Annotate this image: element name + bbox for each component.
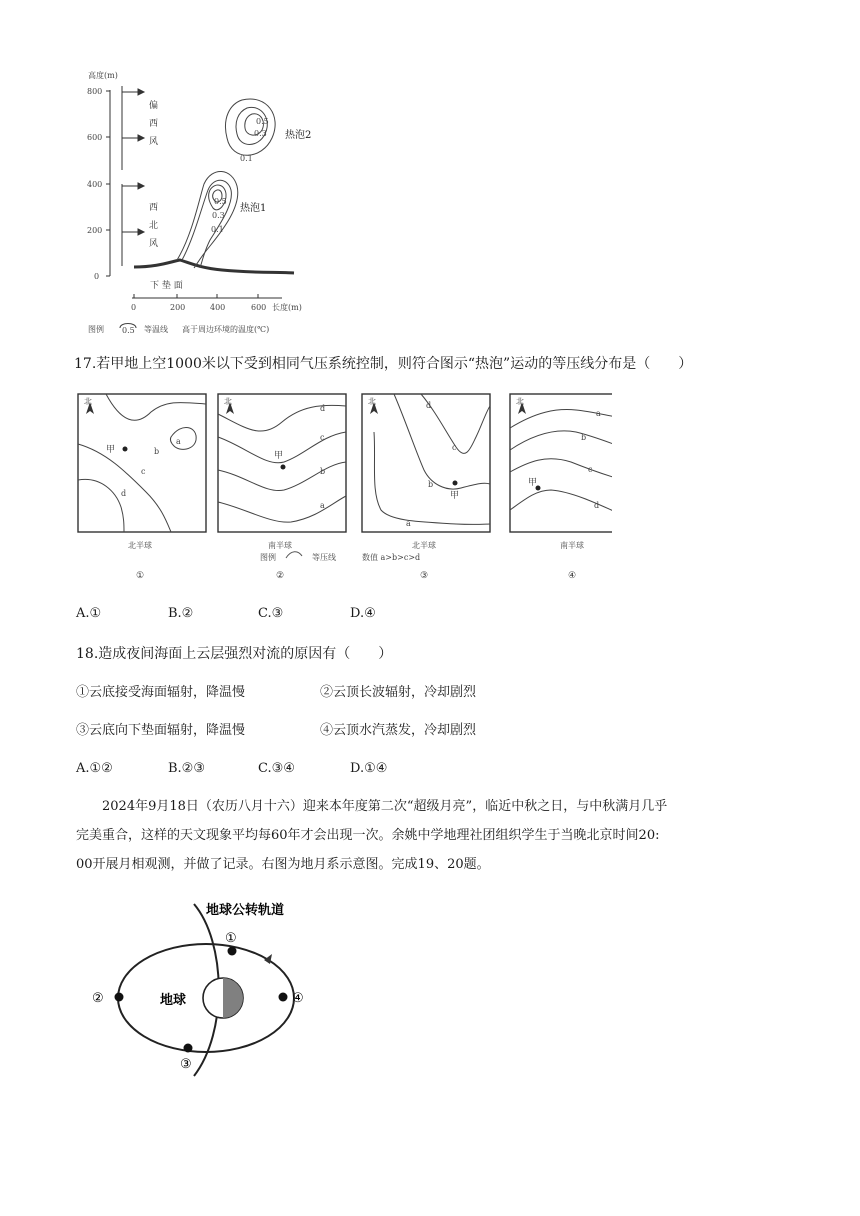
passage-line-1: 2024年9月18日（农历八月十六）迎来本年度第二次“超级月亮”，临近中秋之日，与中秋满月几乎 — [102, 799, 668, 814]
moon-position-3 — [184, 1044, 193, 1053]
y-tick: 0 — [94, 272, 100, 281]
isobar-label: d — [320, 404, 326, 413]
bubble1-label: 热泡1 — [240, 203, 267, 214]
q18-item-3: ③云底向下垫面辐射，降温慢 — [76, 723, 246, 738]
position-label-1: ① — [225, 931, 237, 946]
isobar-label: a — [596, 409, 601, 418]
q17-option-b[interactable]: B.② — [168, 606, 194, 621]
panel-number: ② — [276, 571, 285, 581]
y-tick: 200 — [87, 226, 103, 235]
isobar-label: a — [176, 437, 181, 446]
iso-label: 0.3 — [212, 211, 225, 220]
wind-upper-char: 风 — [149, 137, 159, 147]
isobar-label: d — [594, 501, 600, 510]
legend-iso-value: 0.5 — [122, 326, 135, 335]
point-jia: 甲 — [106, 445, 116, 455]
isobar-label: c — [141, 467, 146, 476]
y-tick: 800 — [87, 87, 103, 96]
isobar-label: b — [428, 480, 434, 489]
isobar-label: d — [426, 401, 432, 410]
hemisphere-label: 南半球 — [268, 541, 292, 550]
bubble2-label: 热泡2 — [285, 130, 312, 141]
q18-item-1: ①云底接受海面辐射，降温慢 — [76, 685, 246, 700]
position-label-4: ④ — [292, 991, 304, 1006]
q18-option-a[interactable]: A.①② — [76, 761, 113, 776]
x-axis-label: 长度(m) — [272, 303, 302, 312]
panel-north: 北 — [516, 397, 524, 406]
q17-text: 17.若甲地上空1000米以下受到相同气压系统控制，则符合图示“热泡”运动的等压线分布是（ ） — [74, 356, 693, 372]
panel-north: 北 — [84, 397, 92, 406]
earth-moon-figure — [86, 892, 326, 1082]
passage-line-3: 00开展月相观测，并做了记录。右图为地月系示意图。完成19、20题。 — [76, 857, 490, 872]
position-label-2: ② — [92, 991, 104, 1006]
q18-item-2: ②云顶长波辐射，冷却剧烈 — [320, 685, 477, 700]
x-tick: 600 — [251, 303, 267, 312]
hemisphere-label: 北半球 — [412, 541, 436, 550]
isobar-label: b — [154, 447, 160, 456]
iso-label: 0.5 — [214, 197, 227, 206]
legend-iso-name: 等温线 — [144, 325, 168, 334]
moon-position-1 — [228, 947, 237, 956]
legend-desc: 高于周边环境的温度(℃) — [182, 325, 270, 334]
isobar-label: c — [320, 433, 325, 442]
y-axis-label: 高度(m) — [88, 71, 118, 80]
panel-3-frame — [362, 394, 490, 532]
point-jia: 甲 — [528, 478, 538, 488]
surface-label: 下 垫 面 — [150, 281, 183, 291]
hemisphere-label: 北半球 — [128, 541, 152, 550]
y-tick: 400 — [87, 180, 103, 189]
isobar-label: b — [581, 433, 587, 442]
wind-lower-char: 北 — [149, 221, 159, 231]
panel-north: 北 — [368, 397, 376, 406]
panel-1-frame — [78, 394, 206, 532]
wind-lower-char: 西 — [149, 203, 159, 213]
y-tick: 600 — [87, 133, 103, 142]
point-jia: 甲 — [450, 491, 460, 501]
wind-lower-char: 风 — [149, 239, 159, 249]
q18-item-4: ④云顶水汽蒸发，冷却剧烈 — [320, 723, 477, 738]
panel-2-frame — [218, 394, 346, 532]
isobar-label: d — [121, 489, 127, 498]
bubble2-isotherms — [225, 99, 275, 155]
q18-text: 18.造成夜间海面上云层强烈对流的原因有（ ） — [76, 646, 393, 662]
thermal-bubble-figure — [82, 66, 332, 338]
orbit-title: 地球公转轨道 — [206, 903, 285, 918]
hemisphere-label: 南半球 — [560, 541, 584, 550]
panel-number: ④ — [568, 571, 577, 581]
q18-option-b[interactable]: B.②③ — [168, 761, 205, 776]
x-tick: 400 — [210, 303, 226, 312]
panel-number: ③ — [420, 571, 429, 581]
passage-line-2: 完美重合，这样的天文现象平均每60年才会出现一次。余姚中学地理社团组织学生于当晚北京时间20: — [76, 828, 660, 843]
bubble1-isotherms — [177, 171, 238, 268]
legend-name: 等压线 — [312, 553, 336, 562]
wind-upper-char: 西 — [149, 119, 159, 129]
x-tick: 200 — [170, 303, 186, 312]
iso-label: 0.3 — [254, 129, 267, 138]
isobar-panels-figure — [76, 392, 612, 584]
earth-label: 地球 — [160, 993, 187, 1008]
legend-prefix: 图例 — [88, 325, 104, 334]
legend-values: 数值 a>b>c>d — [362, 553, 421, 562]
earth-night-side — [223, 978, 243, 1018]
panel-number: ① — [136, 571, 145, 581]
x-tick: 0 — [131, 303, 137, 312]
isobar-label: a — [406, 519, 411, 528]
iso-label: 0.1 — [211, 225, 224, 234]
q17-option-a[interactable]: A.① — [76, 606, 102, 621]
isobar-label: c — [452, 443, 457, 452]
wind-upper-char: 偏 — [149, 101, 159, 111]
iso-label: 0.5 — [256, 117, 269, 126]
q18-option-d[interactable]: D.①④ — [350, 761, 388, 776]
point-jia: 甲 — [274, 451, 284, 461]
panel-north: 北 — [224, 397, 232, 406]
iso-label: 0.1 — [240, 154, 253, 163]
moon-position-4 — [279, 993, 288, 1002]
moon-position-2 — [115, 993, 124, 1002]
position-label-3: ③ — [180, 1057, 192, 1072]
legend-prefix: 图例 — [260, 553, 276, 562]
isobar-label: b — [320, 467, 326, 476]
isobar-label: a — [320, 501, 325, 510]
isobar-label: c — [588, 465, 593, 474]
q17-option-c[interactable]: C.③ — [258, 606, 284, 621]
q18-option-c[interactable]: C.③④ — [258, 761, 295, 776]
q17-option-d[interactable]: D.④ — [350, 606, 376, 621]
